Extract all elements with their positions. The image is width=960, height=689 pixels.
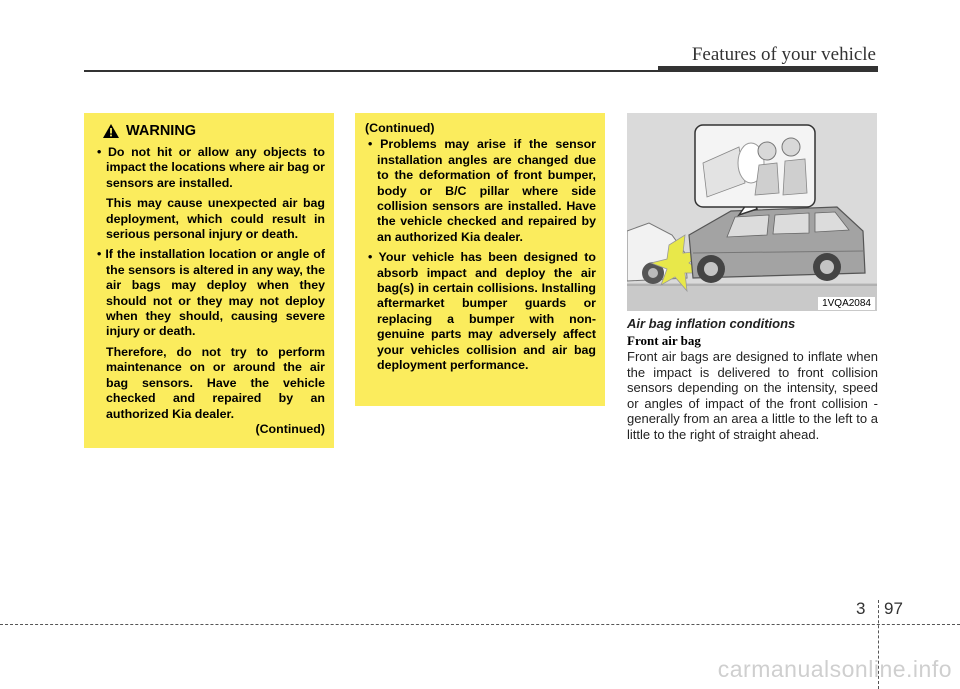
warning-triangle-icon xyxy=(102,123,120,139)
collision-illustration xyxy=(627,113,877,311)
warning-box xyxy=(84,113,334,448)
warning-bullet: • Do not hit or allow any objects to impact the locations where air bag or sensors are installed. xyxy=(97,145,325,190)
continued-label: (Continued) xyxy=(365,121,435,135)
footer-rule xyxy=(0,624,960,625)
header-title: Features of your vehicle xyxy=(691,44,876,65)
car-collision-drawing xyxy=(627,113,877,311)
warning-box-continued xyxy=(355,113,605,406)
warning-bullet: • Problems may arise if the sensor installation angles are changed due to the deformation of front bumper, body or B/C pillar where side collision sensors are installed. Have the vehicle checked and repaired by an authorized Kia dealer. xyxy=(368,137,596,244)
chapter-number: 3 xyxy=(856,599,866,618)
warning-heading-text: WARNING xyxy=(126,123,197,139)
section-subtitle: Front air bag xyxy=(627,333,701,348)
warning-heading xyxy=(102,123,325,139)
watermark: carmanualsonline.info xyxy=(717,656,952,682)
warning-bullet: • Your vehicle has been designed to absorb impact and deploy the air bag(s) in certain collisions. Installing aftermarket bumper guards or replacing a bumper with non-genuine parts may adversely affect your vehicles collision and air bag deployment performance. xyxy=(368,250,596,373)
warning-bullet: • If the installation location or angle of the sensors is altered in any way, the air bags may deploy when they should not or they may not deploy when they should, causing severe injury or death. xyxy=(97,247,325,339)
warning-paragraph: This may cause unexpected air bag deployment, which could result in serious personal injury or death. xyxy=(106,196,325,242)
section-title: Air bag inflation conditions xyxy=(627,316,796,331)
warning-paragraph: Therefore, do not try to perform maintenance on or around the air bag sensors. Have the vehicle checked and repaired by an authorized Kia dealer. xyxy=(106,344,325,421)
continued-label: (Continued) xyxy=(255,421,325,436)
section-body: Front air bags are designed to inflate when the impact is delivered to front collision sensors depending on the intensity, speed or angles of impact of the front collision - generally from an area a little to the left to a little to the right of straight ahead. xyxy=(627,349,878,442)
page-number: 97 xyxy=(884,599,903,618)
header-rule-accent xyxy=(658,66,878,72)
figure-code: 1VQA2084 xyxy=(818,297,875,310)
